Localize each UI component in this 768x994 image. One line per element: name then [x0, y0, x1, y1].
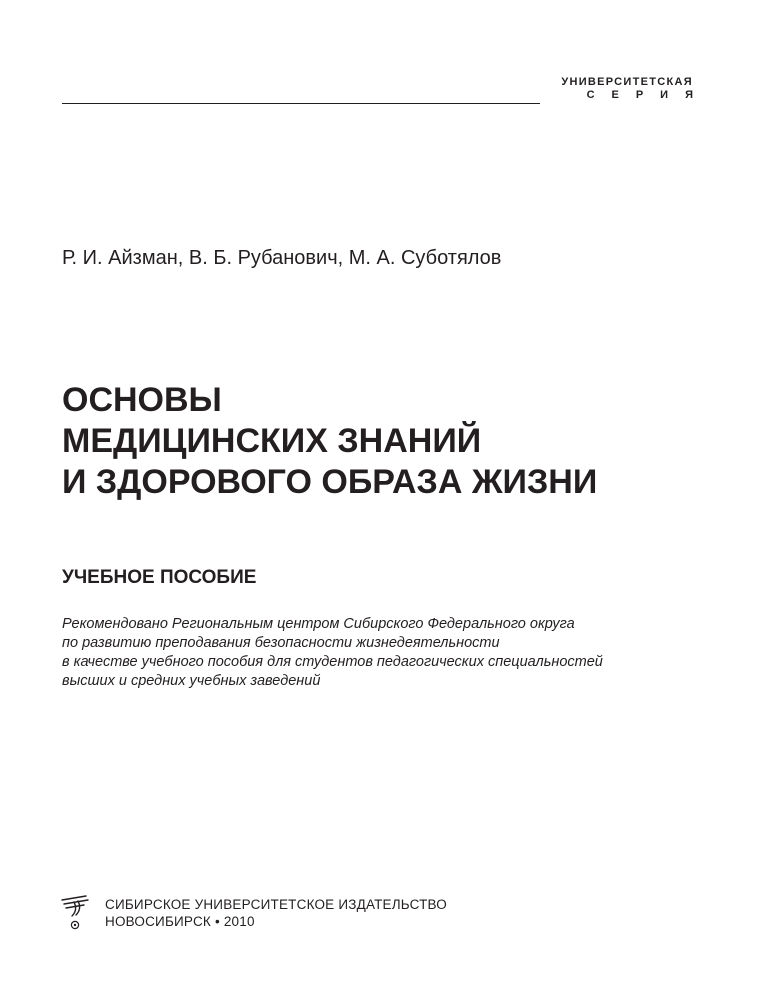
publisher-city-year: НОВОСИБИРСК • 2010 [105, 914, 255, 929]
series-label-line2: СЕРИЯ [586, 89, 710, 101]
series-label-line1: УНИВЕРСИТЕТСКАЯ [561, 76, 693, 88]
book-title-line: ОСНОВЫ [62, 381, 222, 419]
publisher-info [105, 896, 447, 930]
publisher-logo-icon [60, 892, 92, 932]
recommendation-text [62, 615, 603, 691]
book-title [62, 380, 597, 503]
recommendation-line: по развитию преподавания безопасности жизнедеятельности [62, 635, 500, 651]
book-title-line: И ЗДОРОВОГО ОБРАЗА ЖИЗНИ [62, 463, 598, 501]
book-subtitle: УЧЕБНОЕ ПОСОБИЕ [62, 567, 257, 588]
recommendation-line: в качестве учебного пособия для студентов педагогических специальностей [62, 654, 603, 670]
header-rule [62, 103, 540, 104]
book-title-line: МЕДИЦИНСКИХ ЗНАНИЙ [62, 422, 482, 460]
publisher-name: СИБИРСКОЕ УНИВЕРСИТЕТСКОЕ ИЗДАТЕЛЬСТВО [105, 897, 447, 912]
authors: Р. И. Айзман, В. Б. Рубанович, М. А. Суботялов [62, 247, 502, 269]
series-label [561, 76, 710, 102]
recommendation-line: Рекомендовано Региональным центром Сибирского Федерального округа [62, 616, 575, 632]
recommendation-line: высших и средних учебных заведений [62, 673, 321, 689]
